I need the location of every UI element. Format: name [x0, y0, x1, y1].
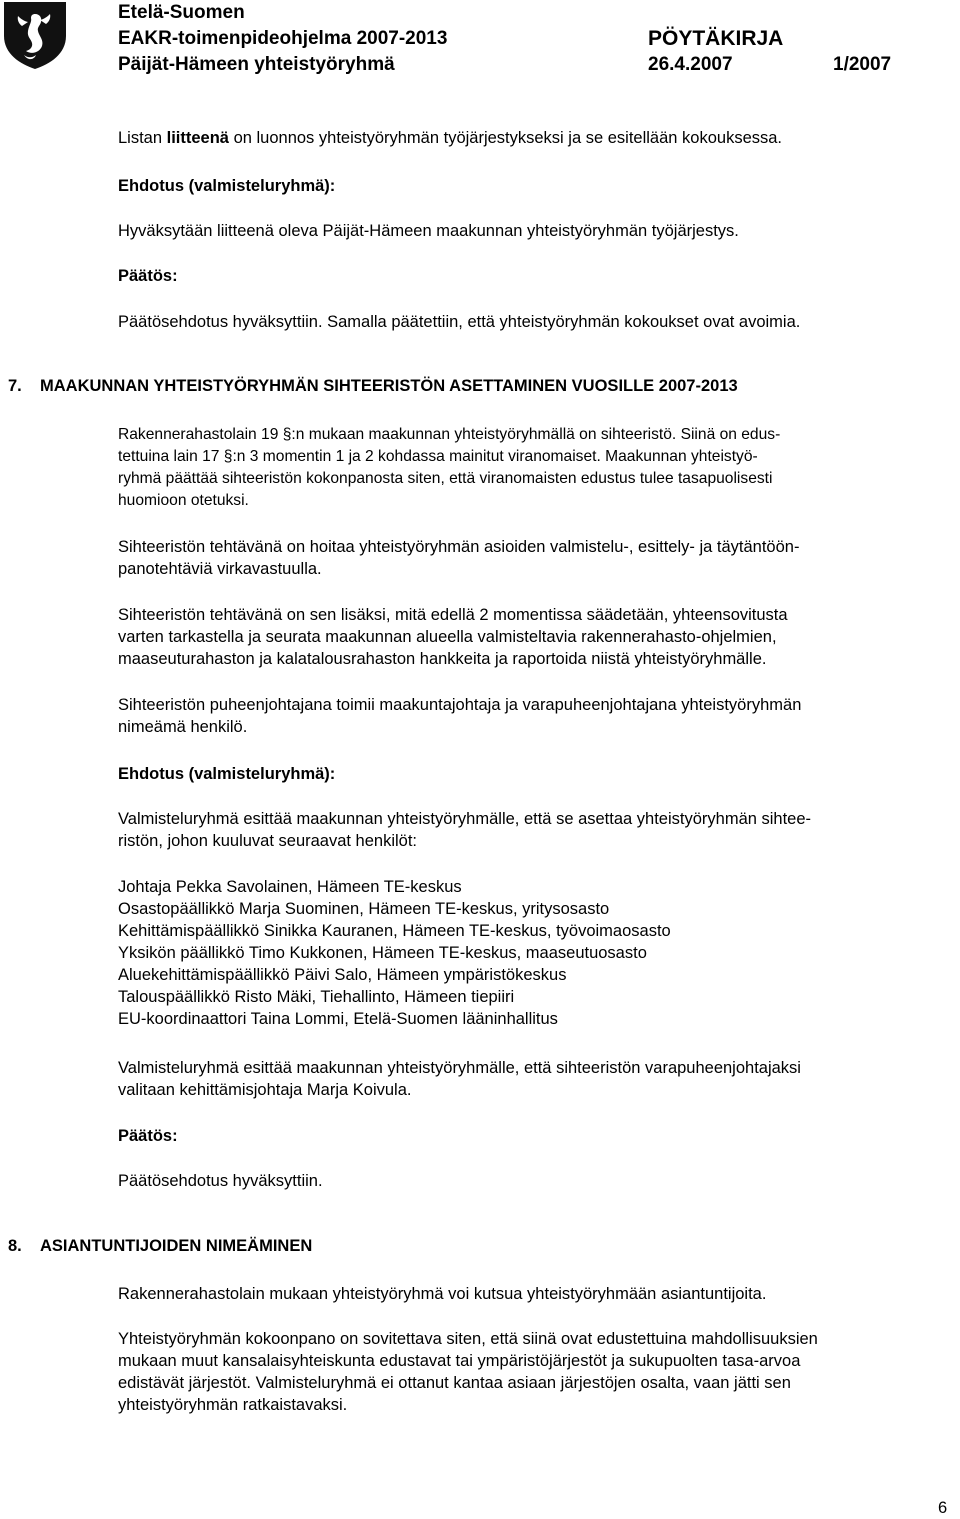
- item7-paragraph-1: [118, 424, 948, 512]
- text-line: yhteistyöryhmän ratkaistavaksi.: [118, 1396, 348, 1414]
- item6-proposal-text: Hyväksytään liitteenä oleva Päijät-Hämeen maakunnan yhteistyöryhmän työjärjestys.: [118, 222, 739, 240]
- list-item: Johtaja Pekka Savolainen, Hämeen TE-keskus: [118, 878, 462, 896]
- header-org-line1: Etelä-Suomen: [118, 2, 245, 23]
- text-line: mukaan muut kansalaisyhteiskunta edustavat tai ympäristöjärjestöt ja sukupuolten tasa-arvoa: [118, 1352, 801, 1370]
- item6-decision-heading: Päätös:: [118, 267, 178, 285]
- item7-paragraph-5: [118, 808, 948, 852]
- text-line: huomioon otetuksi.: [118, 492, 249, 509]
- item7-paragraph-2: [118, 536, 948, 580]
- item6-decision-text: Päätösehdotus hyväksyttiin. Samalla päätettiin, että yhteistyöryhmän kokoukset ovat avoimia.: [118, 313, 801, 331]
- list-item: Yksikön päällikkö Timo Kukkonen, Hämeen TE-keskus, maaseutuosasto: [118, 944, 647, 962]
- list-item: Kehittämispäällikkö Sinikka Kauranen, Hämeen TE-keskus, työvoimaosasto: [118, 922, 671, 940]
- item8-number: 8.: [8, 1237, 22, 1255]
- text-line: Yhteistyöryhmän kokoonpano on sovitettava siten, että siinä ovat edustettuina mahdollisuuksien: [118, 1330, 818, 1348]
- item8-paragraph-2: [118, 1328, 948, 1416]
- text-line: Valmisteluryhmä esittää maakunnan yhteistyöryhmälle, että sihteeristön varapuheenjohtajaksi: [118, 1059, 801, 1077]
- intro-rest: on luonnos yhteistyöryhmän työjärjestykseksi ja se esitellään kokouksessa.: [228, 129, 783, 147]
- item7-decision-heading: Päätös:: [118, 1127, 178, 1145]
- text-line: ryhmä päättää sihteeristön kokonpanosta siten, että viranomaisten edustus tulee tasapuolisesti: [118, 470, 773, 487]
- text-line: ristön, johon kuuluvat seuraavat henkilöt:: [118, 832, 418, 850]
- text-line: maaseuturahaston ja kalatalousrahaston hankkeita ja raportoida niistä yhteistyöryhmälle.: [118, 650, 767, 668]
- item8-paragraph-1: Rakennerahastolain mukaan yhteistyöryhmä voi kutsua yhteistyöryhmään asiantuntijoita.: [118, 1285, 767, 1303]
- text-line: Sihteeristön tehtävänä on hoitaa yhteistyöryhmän asioiden valmistelu-, esittely- ja täytäntöön-: [118, 538, 800, 556]
- text-line: valitaan kehittämisjohtaja Marja Koivula.: [118, 1081, 412, 1099]
- text-line: tettuina lain 17 §:n 3 momentin 1 ja 2 kohdassa mainitut viranomaiset. Maakunnan yhteistyö-: [118, 448, 758, 465]
- item7-decision-text: Päätösehdotus hyväksyttiin.: [118, 1172, 323, 1190]
- text-line: panotehtäviä virkavastuulla.: [118, 560, 322, 578]
- item7-paragraph-6: [118, 1057, 948, 1101]
- intro-bold-word: liitteenä: [166, 129, 229, 147]
- item7-proposal-heading: Ehdotus (valmisteluryhmä):: [118, 765, 336, 783]
- list-item: Talouspäällikkö Risto Mäki, Tiehallinto, Hämeen tiepiiri: [118, 988, 515, 1006]
- text-line: Rakennerahastolain 19 §:n mukaan maakunnan yhteistyöryhmällä on sihteeristö. Siinä on edus-: [118, 426, 781, 443]
- coat-of-arms-logo: [2, 0, 68, 70]
- item8-title: ASIANTUNTIJOIDEN NIMEÄMINEN: [40, 1237, 313, 1255]
- text-line: varten tarkastella ja seurata maakunnan alueella valmisteltavia rakennerahasto-ohjelmien,: [118, 628, 777, 646]
- item7-paragraph-3: [118, 604, 948, 670]
- text-line: Sihteeristön tehtävänä on sen lisäksi, mitä edellä 2 momentissa säädetään, yhteensovitusta: [118, 606, 788, 624]
- item7-member-list: [118, 876, 948, 1030]
- text-line: Valmisteluryhmä esittää maakunnan yhteistyöryhmälle, että se asettaa yhteistyöryhmän sihtee-: [118, 810, 812, 828]
- list-item: EU-koordinaattori Taina Lommi, Etelä-Suomen lääninhallitus: [118, 1010, 558, 1028]
- intro-line: [118, 127, 782, 149]
- header-doc-type: PÖYTÄKIRJA: [648, 27, 784, 50]
- item7-number: 7.: [8, 377, 22, 395]
- header-date: 26.4.2007: [648, 54, 733, 75]
- header-org-line2: EAKR-toimenpideohjelma 2007-2013: [118, 28, 448, 49]
- text-line: Sihteeristön puheenjohtajana toimii maakuntajohtaja ja varapuheenjohtajana yhteistyöryhmän: [118, 696, 802, 714]
- header-org-line3: Päijät-Hämeen yhteistyöryhmä: [118, 54, 395, 75]
- item6-proposal-heading: Ehdotus (valmisteluryhmä):: [118, 177, 336, 195]
- item7-title: MAAKUNNAN YHTEISTYÖRYHMÄN SIHTEERISTÖN ASETTAMINEN VUOSILLE 2007-2013: [40, 377, 738, 395]
- text-line: edistävät järjestöt. Valmisteluryhmä ei ottanut kantaa asiaan järjestöjen osalta, vaan jätti sen: [118, 1374, 791, 1392]
- list-item: Osastopäällikkö Marja Suominen, Hämeen TE-keskus, yritysosasto: [118, 900, 610, 918]
- page-number: 6: [938, 1499, 948, 1517]
- list-item: Aluekehittämispäällikkö Päivi Salo, Hämeen ympäristökeskus: [118, 966, 567, 984]
- intro-prefix: Listan: [118, 129, 167, 147]
- header-doc-number: 1/2007: [833, 54, 892, 75]
- item7-paragraph-4: [118, 694, 948, 738]
- text-line: nimeämä henkilö.: [118, 718, 248, 736]
